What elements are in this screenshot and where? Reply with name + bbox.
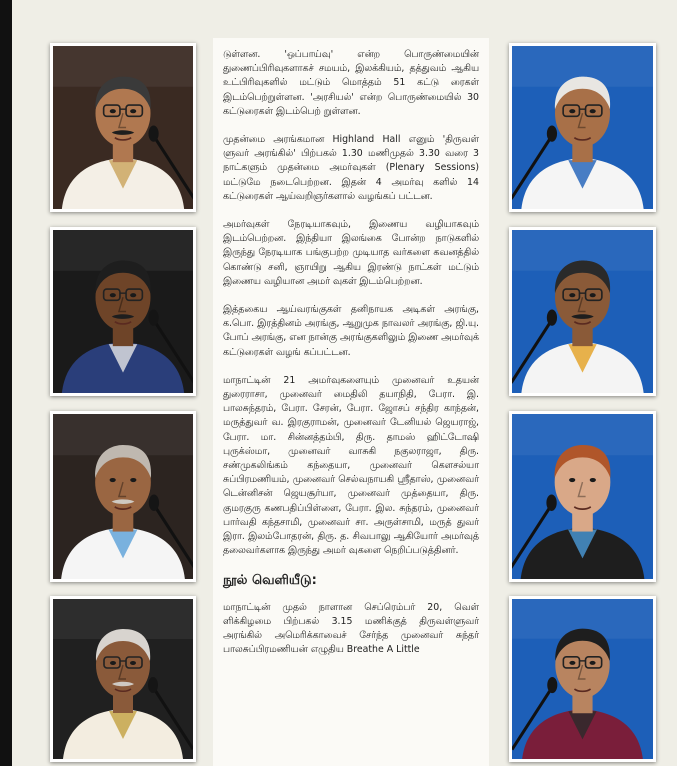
article-closing-paragraph: மாநாட்டின் முதல் நாளான செப்ரெம்பர் 20, வெள் ளிக்கிழமை பிற்பகல் 3.15 மணிக்குத் திருவள்ளுவர் அரங்கில் அமெரிக்காவைச் சேர்ந்த முனைவர் சுந்தர் பாலசுப்பிரமணியன் எழுதிய Breathe A Little (223, 601, 479, 656)
eye-left (110, 478, 116, 482)
article-paragraph-5: மாநாட்டின் 21 அமர்வுகளையும் முனைவர் உதயன் துரைராசா, முனைவர் மைதிலி தயாநிதி, பேரா. இ. பாலசுந்தரம், பேரா. சேரன், பேரா. ஜோசப் சந்திர காந்தன், மருத்துவர் வ. இரகுராமன், முனைவர் டேனியல் ஜெயராஜ், பேரா. மா. சின்னத்தம்பி, திரு. தாமஸ் ஹிட்டோஷி புருக்ஸ்மா, முனைவர் வாசுகி நகுலராஜா, திரு. சண்முகலிங்கம் கந்தையா, முனைவர் கௌசல்யா சுப்பிரமணியம், முனைவர் செல்வநாயகி ஸ்ரீதாஸ், முனைவர் டென்னிசன் ஜெயசூர்யா, முனைவர் முத்தையா, திரு. குமரகுரு கணபதிப்பிள்ளை, பேரா. இல. சுந்தரம், முனைவர் பார்வதி கந்தசாமி, முனைவர் சா. அருள்சாமி, மருத் துவர் இரா. இலம்போதரன், திரு. த. சிவபாலு ஆகியோர் அமர்வுத் தலைவர்களாக இருந்து அமர் வுகளை நெறிப்படுத்தினர். (223, 374, 479, 557)
portrait-illustration (512, 599, 653, 759)
speaker-photo-right-3 (509, 411, 656, 582)
microphone (148, 309, 158, 325)
portrait-illustration (512, 414, 653, 579)
eye-right (590, 293, 596, 297)
microphone (149, 494, 159, 511)
eye-right (590, 478, 596, 482)
eye-right (590, 661, 596, 665)
page-edge-bar (0, 0, 12, 766)
portrait-illustration (53, 414, 193, 579)
microphone (547, 309, 557, 325)
speaker-photo-left-3 (50, 411, 196, 582)
microphone (547, 125, 557, 141)
eye-left (569, 661, 575, 665)
microphone (547, 677, 557, 693)
microphone (148, 125, 158, 141)
microphone (148, 677, 158, 693)
portrait-illustration (53, 46, 193, 209)
portrait-illustration (53, 230, 193, 393)
eye-left (569, 293, 575, 297)
portrait-illustration (512, 230, 653, 393)
book-release-heading: நூல் வெளியீடு: (223, 572, 317, 588)
speaker-photo-right-4 (509, 596, 656, 762)
speaker-photo-left-2 (50, 227, 196, 396)
speaker-photo-right-1 (509, 43, 656, 212)
speaker-photo-right-2 (509, 227, 656, 396)
eye-right (590, 109, 596, 113)
eye-right (130, 109, 136, 113)
eye-right (130, 478, 136, 482)
eye-right (130, 293, 136, 297)
article-paragraph-4: இத்தகைய ஆய்வரங்குகள் தனிநாயக அடிகள் அரங்கு, க.பொ. இரத்தினம் அரங்கு, ஆறுமுக நாவலர் அரங்கு, ஜி.யு. போப் அரங்கு, என நான்கு அரங்குகளிலும் இணை அமர்வுக் கட்டுரைகள் வழங் கப்பட்டன. (223, 304, 479, 358)
eye-left (110, 661, 116, 665)
speaker-photo-left-1 (50, 43, 196, 212)
portrait-illustration (512, 46, 653, 209)
article-text-column (213, 38, 489, 766)
portrait-illustration (53, 599, 193, 759)
article-paragraph-2: முதன்மை அரங்கமான Highland Hall எனும் 'திருவள் ளுவர் அரங்கில்' பிற்பகல் 1.30 மணிமுதல் 3.30 வரை 3 நாட்களும் முதன்மை அமர்வுகள் (Plenary Sessions) மட்டுமே நடைபெற்றன. இதன் 4 அமர்வு களில் 14 கட்டுரைகள் ஆய்வறிஞர்களால் வழங்கப் பட்டன. (223, 134, 479, 202)
speaker-photo-left-4 (50, 596, 196, 762)
eye-left (569, 109, 575, 113)
eye-left (569, 478, 575, 482)
article-paragraph-1: டுள்ளன. 'ஒப்பாய்வு' என்ற பொருண்மையின் துணைப்பிரிவுகளாகச் சமயம், இலக்கியம், தத்துவம் ஆகிய உட்பிரிவுகளில் மட்டும் மொத்தம் 51 கட்டு ரைகள் இடம்பெற்றுள்ளன. 'அரசியல்' என்ற பொருண்மையில் 30 கட்டுரைகள் இடம்பெற் றுள்ளன. (223, 49, 479, 117)
eye-right (130, 661, 136, 665)
eye-left (110, 109, 116, 113)
eye-left (110, 293, 116, 297)
article-paragraph-3: அமர்வுகள் நேரடியாகவும், இணைய வழியாகவும் இடம்பெற்றன. இந்தியா இலங்கை போன்ற நாடுகளில் இருந்து நேரடியாக பங்குபற்ற முடியாத வர்களை கவனத்தில் கொண்டு சனி, ஞாயிறு ஆகிய இரண்டு நாட்கள் மட்டும் இணைய வழியான அமர் வுகள் இடம்பெற்றன. (223, 219, 479, 287)
microphone (546, 494, 556, 511)
